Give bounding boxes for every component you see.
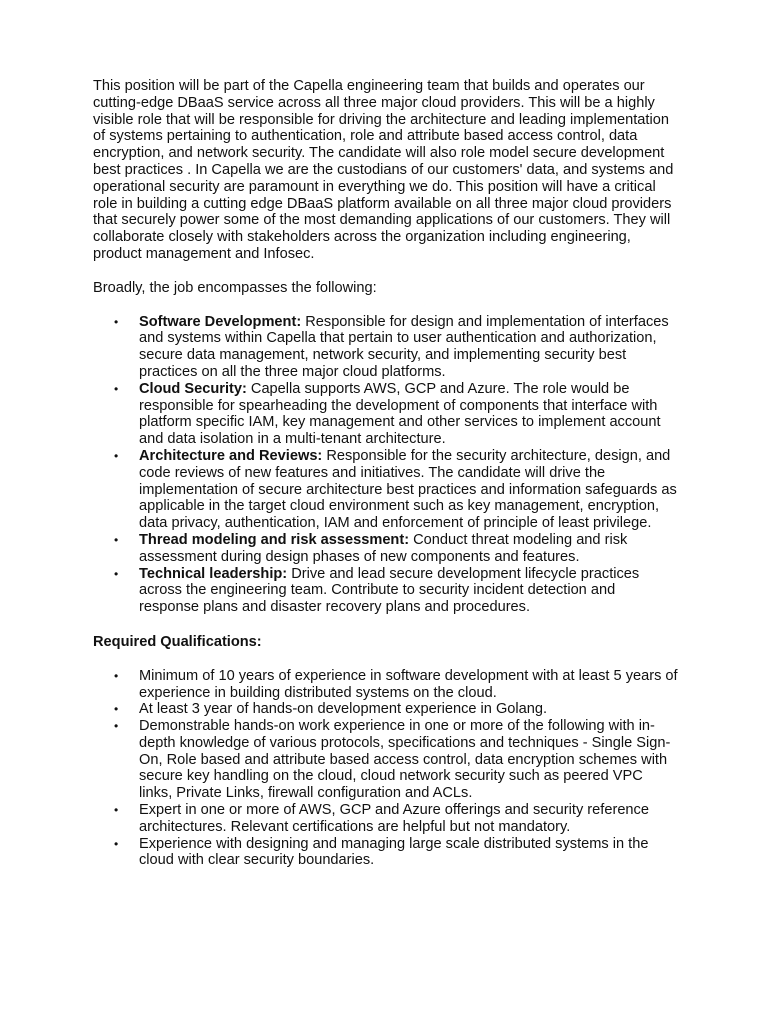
bullet-icon: • [114,532,119,547]
item-title: Thread modeling and risk assessment: [139,531,410,548]
bullet-icon: • [114,566,119,581]
item-text: Experience with designing and managing large scale distributed systems in the cloud with clear security boundaries. [139,835,649,869]
list-item [93,532,679,566]
list-item [93,718,679,802]
list-item [93,668,679,702]
item-text: Drive and lead secure development lifecycle practices across the engineering team. Contribute to security incident detection and response plans and disaster recovery plans and procedures. [139,565,640,616]
bullet-icon: • [114,314,119,329]
list-item [93,836,679,870]
item-title: Technical leadership: [139,565,288,582]
item-text: Responsible for design and implementation of interfaces and systems within Capella that pertain to user authentication and authorization, secure data management, network security, and implementing security best practices on all the three major cloud platforms. [139,313,669,380]
list-item [93,802,679,836]
bullet-icon: • [114,381,119,396]
qualifications-list [93,668,683,870]
qualifications-heading: Required Qualifications: [93,633,262,650]
list-item [93,701,679,718]
bullet-icon: • [114,668,119,683]
bullet-icon: • [114,719,119,734]
list-item [93,566,679,616]
responsibilities-list [93,314,683,616]
list-item [93,314,679,381]
item-text: Conduct threat modeling and risk assessment during design phases of new components and features. [139,531,628,565]
bullet-icon: • [114,803,119,818]
document-page [93,78,683,869]
item-text: Expert in one or more of AWS, GCP and Azure offerings and security reference architectures. Relevant certifications are helpful but not mandatory. [139,802,649,835]
list-item [93,381,679,448]
item-text: At least 3 year of hands-on development experience in Golang. [139,701,548,718]
item-text: Minimum of 10 years of experience in software development with at least 5 years of experience in building distributed systems on the cloud. [139,667,678,701]
item-title: Software Development: [139,313,302,330]
bullet-icon: • [114,702,119,717]
bullet-icon: • [114,836,119,851]
intro-paragraph: This position will be part of the Capella engineering team that builds and operates our cutting-edge DBaaS service across all three major cloud providers. This will be a highly visible role that will be responsible for driving the architecture and leading implementation of systems pertaining to authentication, role and attribute based access control, data encryption, and network security. The candidate will also role model secure development best practices . In Capella we are the custodians of our customers' data, and systems and operational security are paramount in everything we do. This position will have a critical role in building a cutting edge DBaaS platform available on all three major cloud providers that securely power some of the most demanding applications of our customers. They will collaborate closely with stakeholders across the organization including engineering, product management and Infosec. [93,78,674,262]
item-title: Architecture and Reviews: [139,447,323,464]
item-text: Responsible for the security architecture, design, and code reviews of new features and initiatives. The candidate will drive the implementation of secure architecture best practices and information safeguards as applicable in the target cloud environment such as key management, encryption, data privacy, authentication, IAM and enforcement of principle of least privilege. [139,447,677,532]
bullet-icon: • [114,448,119,463]
item-text: Capella supports AWS, GCP and Azure. The role would be responsible for spearheading the development of components that interface with platform specific IAM, key management and other services to implement account and data isolation in a multi-tenant architecture. [139,380,661,448]
item-title: Cloud Security: [139,380,247,397]
item-text: Demonstrable hands-on work experience in one or more of the following with in-depth knowledge of various protocols, specifications and techniques - Single Sign-On, Role based and attribute based access control, data encryption schemes with secure key handling on the cloud, cloud network security such as peered VPC links, Private Links, firewall configuration and ACLs. [139,718,671,802]
broad-heading: Broadly, the job encompasses the following: [93,279,377,296]
list-item [93,448,679,532]
